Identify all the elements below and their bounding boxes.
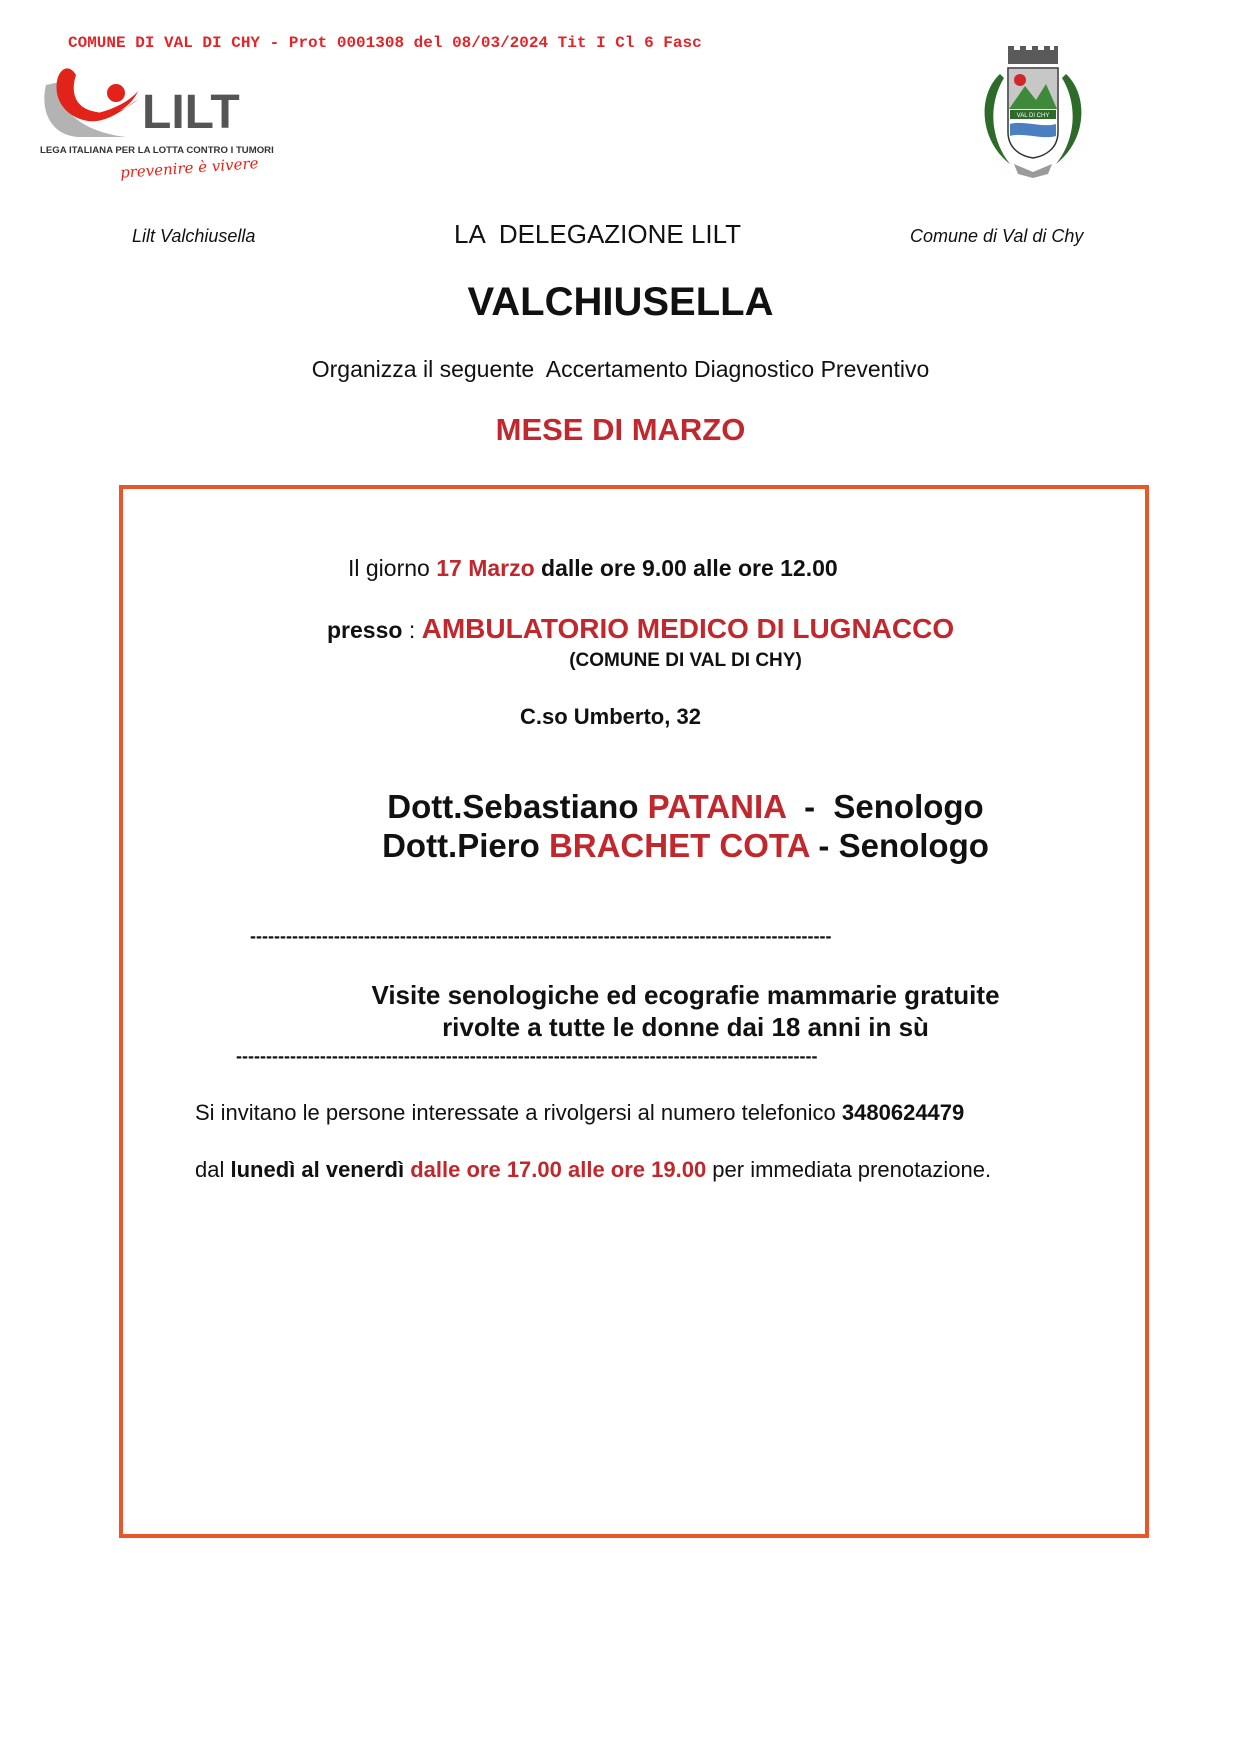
booking-hours: dalle ore 17.00 alle ore 19.00	[410, 1157, 707, 1182]
right-caption: Comune di Val di Chy	[910, 226, 1084, 246]
doctor-line	[0, 788, 1241, 826]
hours-suffix: per immediata prenotazione.	[706, 1157, 992, 1182]
lilt-logo-wordmark: LILT	[142, 86, 240, 139]
lilt-logo-slogan: prevenire è vivere	[119, 154, 259, 182]
phone-number[interactable]: 3480624479	[841, 1100, 965, 1125]
offer-line: rivolte a tutte le donne dai 18 anni in sù	[442, 1012, 929, 1042]
org-name: VALCHIUSELLA	[467, 280, 774, 324]
doctor-line	[0, 827, 1241, 865]
venue-label: presso	[327, 617, 403, 643]
protocol-stamp: COMUNE DI VAL DI CHY - Prot 0001308 del 08/03/2024 Tit I Cl 6 Fasc	[68, 34, 702, 52]
municipality-line: (COMUNE DI VAL DI CHY)	[569, 650, 802, 671]
crest-banner-text: VAL DI CHY	[1016, 113, 1050, 119]
organizes-line: Organizza il seguente Accertamento Diagnostico Preventivo	[311, 356, 930, 382]
date-line	[348, 555, 838, 582]
venue-line	[327, 613, 954, 645]
address-line: C.so Umberto, 32	[520, 704, 701, 729]
lilt-logo-head	[107, 84, 125, 102]
delegation-line: LA DELEGAZIONE LILT	[454, 219, 742, 249]
booking-days: lunedì al venerdì	[230, 1157, 405, 1182]
comune-crest	[970, 44, 1096, 180]
divider-line: -------------------------------------------------------------------------------------------------	[236, 1046, 818, 1066]
crest-crown	[1008, 46, 1058, 64]
venue-name: AMBULATORIO MEDICO DI LUGNACCO	[421, 613, 955, 644]
lilt-logo	[38, 55, 298, 190]
offer-line: Visite senologiche ed ecografie mammarie gratuite	[371, 980, 1000, 1010]
crest-right-wreath	[1056, 74, 1081, 164]
contact-line	[195, 1100, 964, 1126]
month-title: MESE DI MARZO	[495, 412, 746, 447]
contact-text: Si invitano le persone interessate a rivolgersi al numero telefonico	[195, 1100, 842, 1125]
date-prefix: Il giorno	[348, 555, 437, 581]
doctor-prefix: Dott.Sebastiano	[387, 788, 648, 825]
crest-ribbon	[1014, 164, 1052, 178]
divider-line: -------------------------------------------------------------------------------------------------	[250, 926, 832, 946]
hours-prefix: dal	[195, 1157, 231, 1182]
left-caption: Lilt Valchiusella	[132, 226, 256, 246]
doctor-prefix: Dott.Piero	[382, 827, 549, 864]
crest-red-emblem	[1014, 74, 1026, 86]
crest-left-wreath	[985, 74, 1010, 164]
event-date: 17 Marzo	[436, 555, 535, 581]
doctor-surname: BRACHET COTA	[548, 827, 810, 864]
time-range: dalle ore 9.00 alle ore 12.00	[534, 555, 838, 581]
lilt-logo-tagline: LEGA ITALIANA PER LA LOTTA CONTRO I TUMORI	[40, 145, 274, 156]
doctor-role: - Senologo	[785, 788, 984, 825]
hours-line	[195, 1157, 991, 1183]
venue-separator: :	[402, 617, 422, 643]
doctor-role: - Senologo	[809, 827, 989, 864]
doctor-surname: PATANIA	[647, 788, 786, 825]
